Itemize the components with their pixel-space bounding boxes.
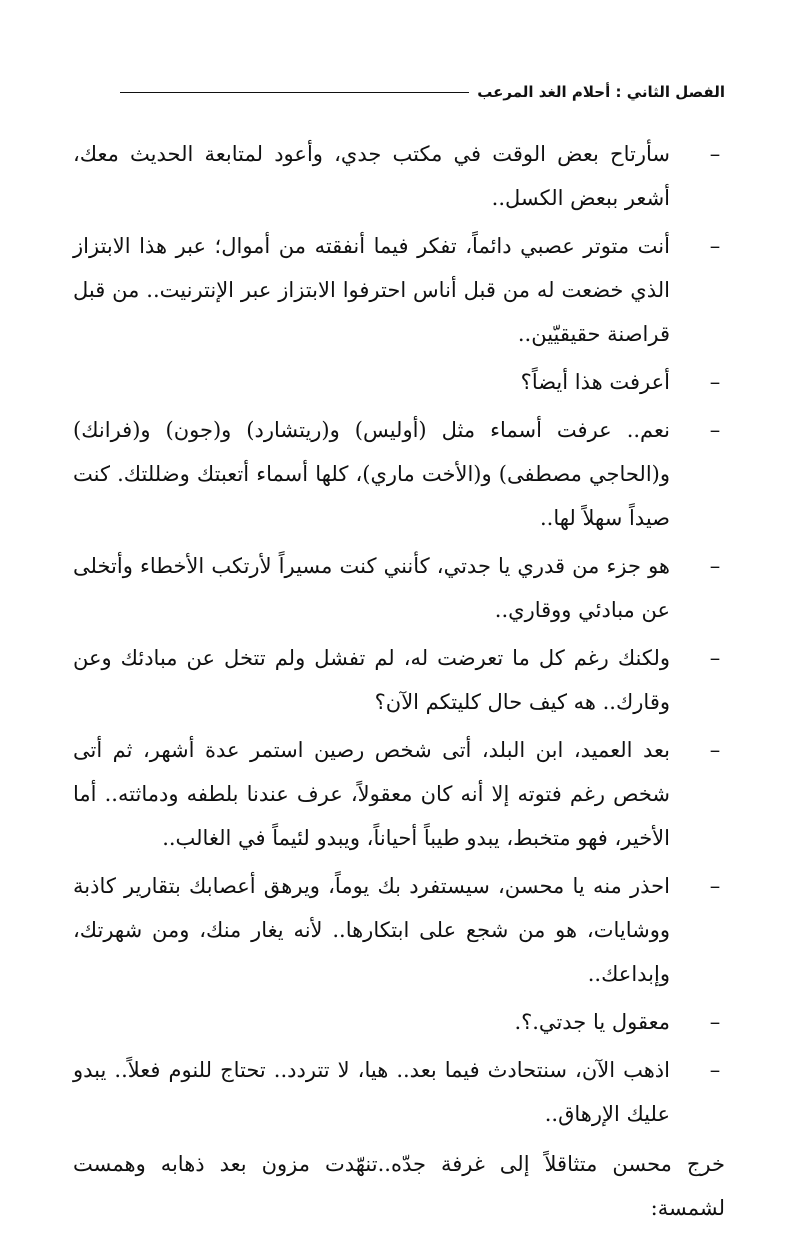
dialogue-line — [73, 224, 725, 356]
dialogue-dash: – — [709, 1058, 721, 1082]
dialogue-line — [73, 1048, 725, 1136]
dialogue-text: احذر منه يا محسن، سيستفرد بك يوماً، ويرهق أعصابك بتقارير كاذبة ووشايات، هو من شجع على ابتكارها.. لأنه يغار منك، ومن شهرتك، وإبداعك.. — [73, 874, 670, 986]
dialogue-dash: – — [709, 418, 721, 442]
dialogue-dash: – — [709, 554, 721, 578]
dialogue-dash: – — [709, 646, 721, 670]
running-header — [120, 78, 725, 106]
dialogue-dash: – — [709, 738, 721, 762]
dialogue-text: سأرتاح بعض الوقت في مكتب جدي، وأعود لمتابعة الحديث معك، أشعر ببعض الكسل.. — [73, 142, 670, 210]
chapter-title: الفصل الثاني : أحلام الغد المرعب — [477, 83, 725, 101]
dialogue-dash: – — [709, 1010, 721, 1034]
narration-paragraph: خرج محسن متثاقلاً إلى غرفة جدّه..تنهّدت مزون بعد ذهابه وهمست لشمسة: — [73, 1152, 725, 1220]
dialogue-line — [73, 864, 725, 996]
dialogue-line — [73, 360, 725, 404]
dialogue-text: اذهب الآن، سنتحادث فيما بعد.. هيا، لا تتردد.. تحتاج للنوم فعلاً.. يبدو عليك الإرهاق.. — [73, 1058, 670, 1126]
header-rule — [120, 92, 469, 93]
dialogue-line — [73, 1000, 725, 1044]
dialogue-dash: – — [709, 874, 721, 898]
dialogue-line — [73, 132, 725, 220]
dialogue-dash: – — [709, 234, 721, 258]
dialogue-text: بعد العميد، ابن البلد، أتى شخص رصين استمر عدة أشهر، ثم أتى شخص رغم فتوته إلا أنه كان معقولاً، عرف عندنا بلطفه ودماثته.. أما الأخير، فهو متخبط، يبدو طيباً أحياناً، ويبدو لئيماً في الغالب.. — [73, 738, 670, 850]
dialogue-dash: – — [709, 370, 721, 394]
dialogue-line — [73, 544, 725, 632]
dialogue-text: ولكنك رغم كل ما تعرضت له، لم تفشل ولم تتخل عن مبادئك وعن وقارك.. هه كيف حال كليتكم الآن؟ — [73, 646, 670, 714]
dialogue-line — [73, 408, 725, 540]
page-body — [73, 132, 725, 1251]
dialogue-text: نعم.. عرفت أسماء مثل (أوليس) و(ريتشارد) و(جون) و(فرانك) و(الحاجي مصطفى) و(الأخت ماري)، كلها أسماء أتعبتك وضللتك. كنت صيداً سهلاً لها.. — [73, 418, 670, 530]
dialogue-line — [73, 728, 725, 860]
dialogue-line — [73, 636, 725, 724]
dialogue-text: هو جزء من قدري يا جدتي، كأنني كنت مسيراً لأرتكب الأخطاء وأتخلى عن مبادئي ووقاري.. — [73, 554, 670, 622]
dialogue-text: أعرفت هذا أيضاً؟ — [520, 370, 670, 394]
dialogue-dash: – — [709, 142, 721, 166]
dialogue-text: معقول يا جدتي.؟. — [514, 1010, 670, 1034]
dialogue-text: أنت متوتر عصبي دائماً، تفكر فيما أنفقته من أموال؛ عبر هذا الابتزاز الذي خضعت له من قبل أناس احترفوا الابتزاز عبر الإنترنيت.. من قبل قراصنة حقيقيّين.. — [73, 234, 670, 346]
